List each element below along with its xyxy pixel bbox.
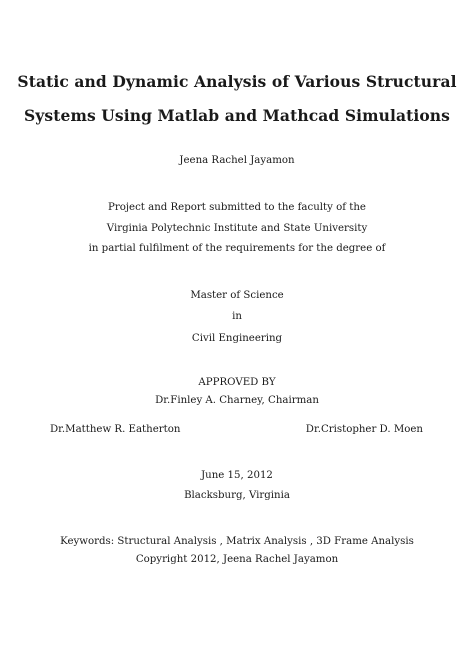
- submission-place: Blacksburg, Virginia: [184, 490, 290, 501]
- committee-member-left: Dr.Matthew R. Eatherton: [50, 424, 181, 435]
- degree-name: Master of Science: [190, 290, 284, 301]
- committee-member-right: Dr.Cristopher D. Moen: [305, 424, 423, 435]
- author-name: Jeena Rachel Jayamon: [179, 155, 295, 166]
- submission-date: June 15, 2012: [201, 470, 273, 481]
- thesis-title-line-2: Systems Using Matlab and Mathcad Simulations: [24, 106, 450, 125]
- thesis-title-line-1: Static and Dynamic Analysis of Various Structural: [17, 72, 457, 91]
- degree-field: Civil Engineering: [191, 333, 283, 344]
- degree-connector: in: [232, 311, 242, 322]
- committee-chair: Dr.Finley A. Charney, Chairman: [155, 395, 319, 406]
- copyright-notice: Copyright 2012, Jeena Rachel Jayamon: [135, 554, 339, 565]
- submission-line-2: Virginia Polytechnic Institute and State University: [106, 223, 368, 234]
- keywords: Keywords: Structural Analysis , Matrix Analysis , 3D Frame Analysis: [60, 536, 414, 547]
- submission-line-3: in partial fulfilment of the requirements for the degree of: [88, 243, 386, 254]
- approval-heading: APPROVED BY: [198, 377, 276, 388]
- submission-line-1: Project and Report submitted to the faculty of the: [108, 202, 366, 213]
